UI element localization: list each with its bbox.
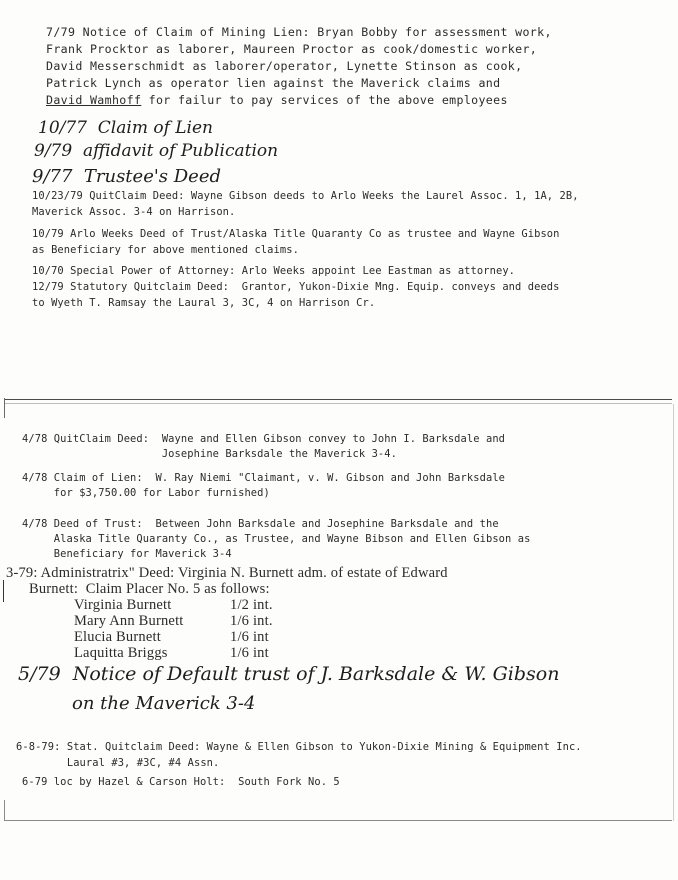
heir-share: 1/2 int. (230, 597, 273, 613)
heir-share: 1/6 int. (230, 613, 273, 629)
entry-line-1: 7/79 Notice of Claim of Mining Lien: Bryan Bobby for assessment work, (46, 25, 552, 39)
card-bottom-edge (4, 820, 672, 821)
entry-line-5 (46, 95, 508, 107)
heir-name: Elucia Burnett (74, 629, 161, 645)
heir-name: Laquitta Briggs (74, 645, 168, 661)
entry-line-5-rest: for failur to pay services of the above employees (141, 93, 508, 107)
handwritten-affidavit: 9/79 affidavit of Publication (34, 141, 279, 161)
card-right-edge (673, 404, 674, 821)
stat-quitclaim-line-1: 6-8-79: Stat. Quitclaim Deed: Wayne & Ellen Gibson to Yukon-Dixie Mining & Equipment Inc. (16, 741, 582, 753)
heir-share: 1/6 int (230, 645, 269, 661)
administratrix-deed-line-1: 3-79: Administratrix" Deed: Virginia N. Burnett adm. of estate of Edward (6, 565, 448, 581)
administratrix-deed-line-2: Burnett: Claim Placer No. 5 as follows: (6, 581, 270, 597)
quitclaim-line-2: Maverick Assoc. 3-4 on Harrison. (32, 206, 236, 218)
handwritten-notice-of-default: 5/79 Notice of Default trust of J. Barksdale & W. Gibson (18, 663, 560, 685)
heir-name: Virginia Burnett (74, 597, 172, 613)
statutory-quitclaim-line-1: 12/79 Statutory Quitclaim Deed: Grantor, Yukon-Dixie Mng. Equip. conveys and deeds (32, 281, 560, 293)
handwritten-claim-of-lien: 10/77 Claim of Lien (38, 118, 214, 138)
handwritten-maverick: on the Maverick 3-4 (72, 693, 256, 714)
bottom-deed-of-trust-line-1: 4/78 Deed of Trust: Between John Barksdale and Josephine Barksdale and the (22, 518, 499, 530)
location-line: 6-79 loc by Hazel & Carson Holt: South Fork No. 5 (22, 776, 340, 788)
handwritten-trustees-deed: 9/77 Trustee's Deed (32, 166, 222, 187)
stat-quitclaim-line-2: Laural #3, #3C, #4 Assn. (16, 757, 220, 769)
deed-of-trust-line-1: 10/79 Arlo Weeks Deed of Trust/Alaska Title Quaranty Co as trustee and Wayne Gibson (32, 228, 560, 240)
bottom-quitclaim-line-2: Josephine Barksdale the Maverick 3-4. (22, 448, 397, 460)
heir-name: Mary Ann Burnett (74, 613, 184, 629)
card-divider (4, 399, 672, 400)
margin-mark (3, 580, 4, 602)
bottom-quitclaim-line-1: 4/78 QuitClaim Deed: Wayne and Ellen Gibson convey to John I. Barksdale and (22, 433, 506, 445)
bottom-deed-of-trust-line-3: Beneficiary for Maverick 3-4 (22, 548, 232, 560)
card-bottom-left-edge (4, 800, 5, 821)
underlined-name: David Wamhoff (46, 93, 142, 107)
quitclaim-line-1: 10/23/79 QuitClaim Deed: Wayne Gibson deeds to Arlo Weeks the Laurel Assoc. 1, 1A, 2B, (32, 190, 579, 202)
deed-of-trust-line-2: as Beneficiary for above mentioned claims. (32, 244, 299, 256)
heir-share: 1/6 int (230, 629, 269, 645)
statutory-quitclaim-line-2: to Wyeth T. Ramsay the Laural 3, 3C, 4 on Harrison Cr. (32, 297, 376, 309)
entry-line-3: David Messerschmidt as laborer/operator, Lynette Stinson as cook, (46, 59, 523, 73)
card-edge-left (4, 398, 5, 418)
entry-line-4: Patrick Lynch as operator lien against the Maverick claims and (46, 76, 501, 90)
power-of-attorney-line: 10/70 Special Power of Attorney: Arlo Weeks appoint Lee Eastman as attorney. (32, 265, 516, 277)
entry-line-2: Frank Procktor as laborer, Maureen Proctor as cook/domestic worker, (46, 42, 538, 56)
card-divider-shadow (4, 403, 672, 404)
claim-of-lien-line-1: 4/78 Claim of Lien: W. Ray Niemi "Claimant, v. W. Gibson and John Barksdale (22, 472, 506, 484)
bottom-deed-of-trust-line-2: Alaska Title Quaranty Co., as Trustee, and Wayne Bibson and Ellen Gibson as (22, 533, 531, 545)
claim-of-lien-line-2: for $3,750.00 for Labor furnished) (22, 487, 270, 499)
